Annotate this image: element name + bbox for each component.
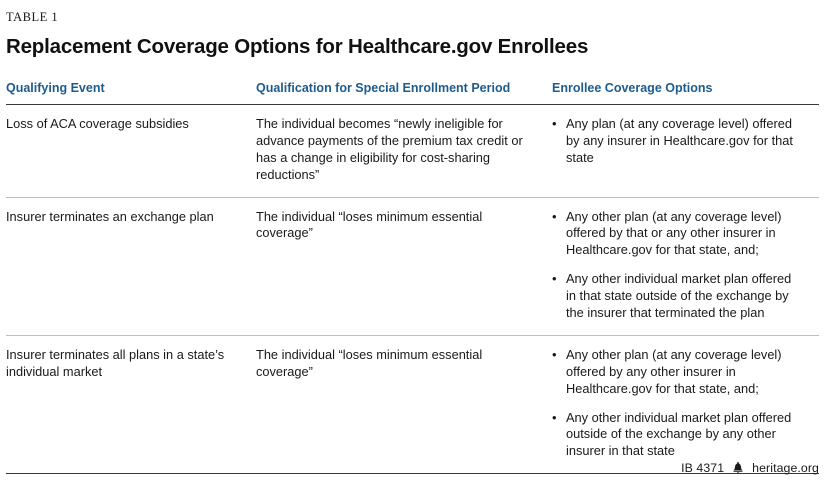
- list-item: [552, 347, 803, 398]
- list-item: [552, 116, 803, 167]
- coverage-options-table: [6, 81, 819, 474]
- cell-coverage-options: [552, 197, 819, 335]
- table-header: [6, 81, 819, 105]
- cell-qualification: The individual “loses minimum essential coverage”: [256, 335, 552, 473]
- coverage-options-list: [552, 209, 803, 322]
- bullet-icon: •: [552, 409, 557, 425]
- list-item: [552, 410, 803, 461]
- list-item: [552, 271, 803, 322]
- coverage-options-list: [552, 347, 803, 460]
- table-row: [6, 197, 819, 335]
- cell-qualification: The individual becomes “newly ineligible for advance payments of the premium tax credit or has a change in eligibility for cost-sharing reductions”: [256, 105, 552, 198]
- cell-qualifying-event: Insurer terminates all plans in a state’s individual market: [6, 335, 256, 473]
- list-item-text: Any other individual market plan offered in that state outside of the exchange by the insurer that terminated the plan: [566, 271, 792, 321]
- bullet-icon: •: [552, 208, 557, 224]
- column-header-qualifying-event: Qualifying Event: [6, 81, 256, 105]
- list-item-text: Any plan (at any coverage level) offered by any insurer in Healthcare.gov for that state: [566, 116, 793, 165]
- column-header-qualification: Qualification for Special Enrollment Period: [256, 81, 552, 105]
- table-row: [6, 105, 819, 198]
- site-name: heritage.org: [752, 461, 819, 475]
- list-item-text: Any other plan (at any coverage level) offered by that or any other insurer in Healthcare.gov for that state, and;: [566, 208, 782, 258]
- table-number-label: TABLE 1: [6, 10, 59, 24]
- column-header-coverage-options: Enrollee Coverage Options: [552, 81, 819, 105]
- bullet-icon: •: [552, 346, 557, 362]
- report-code: IB 4371: [681, 461, 725, 475]
- page-title: Replacement Coverage Options for Healthcare.gov Enrollees: [6, 35, 589, 58]
- cell-qualifying-event: Loss of ACA coverage subsidies: [6, 105, 256, 198]
- cell-qualifying-event: Insurer terminates an exchange plan: [6, 197, 256, 335]
- table-body: [6, 105, 819, 474]
- cell-coverage-options: [552, 335, 819, 473]
- table-header-row: [6, 81, 819, 105]
- bullet-icon: •: [552, 116, 557, 131]
- coverage-options-list: [552, 116, 803, 167]
- bullet-icon: •: [552, 271, 557, 287]
- footer: [681, 461, 819, 475]
- cell-coverage-options: [552, 105, 819, 198]
- heritage-liberty-bell-icon: [731, 461, 745, 475]
- table-row: [6, 335, 819, 473]
- list-item: [552, 209, 803, 260]
- list-item-text: Any other plan (at any coverage level) offered by any other insurer in Healthcare.gov for that state, and;: [566, 346, 782, 396]
- coverage-options-table-wrapper: [6, 81, 819, 474]
- list-item-text: Any other individual market plan offered outside of the exchange by any other insurer in that state: [566, 409, 792, 459]
- cell-qualification: The individual “loses minimum essential coverage”: [256, 197, 552, 335]
